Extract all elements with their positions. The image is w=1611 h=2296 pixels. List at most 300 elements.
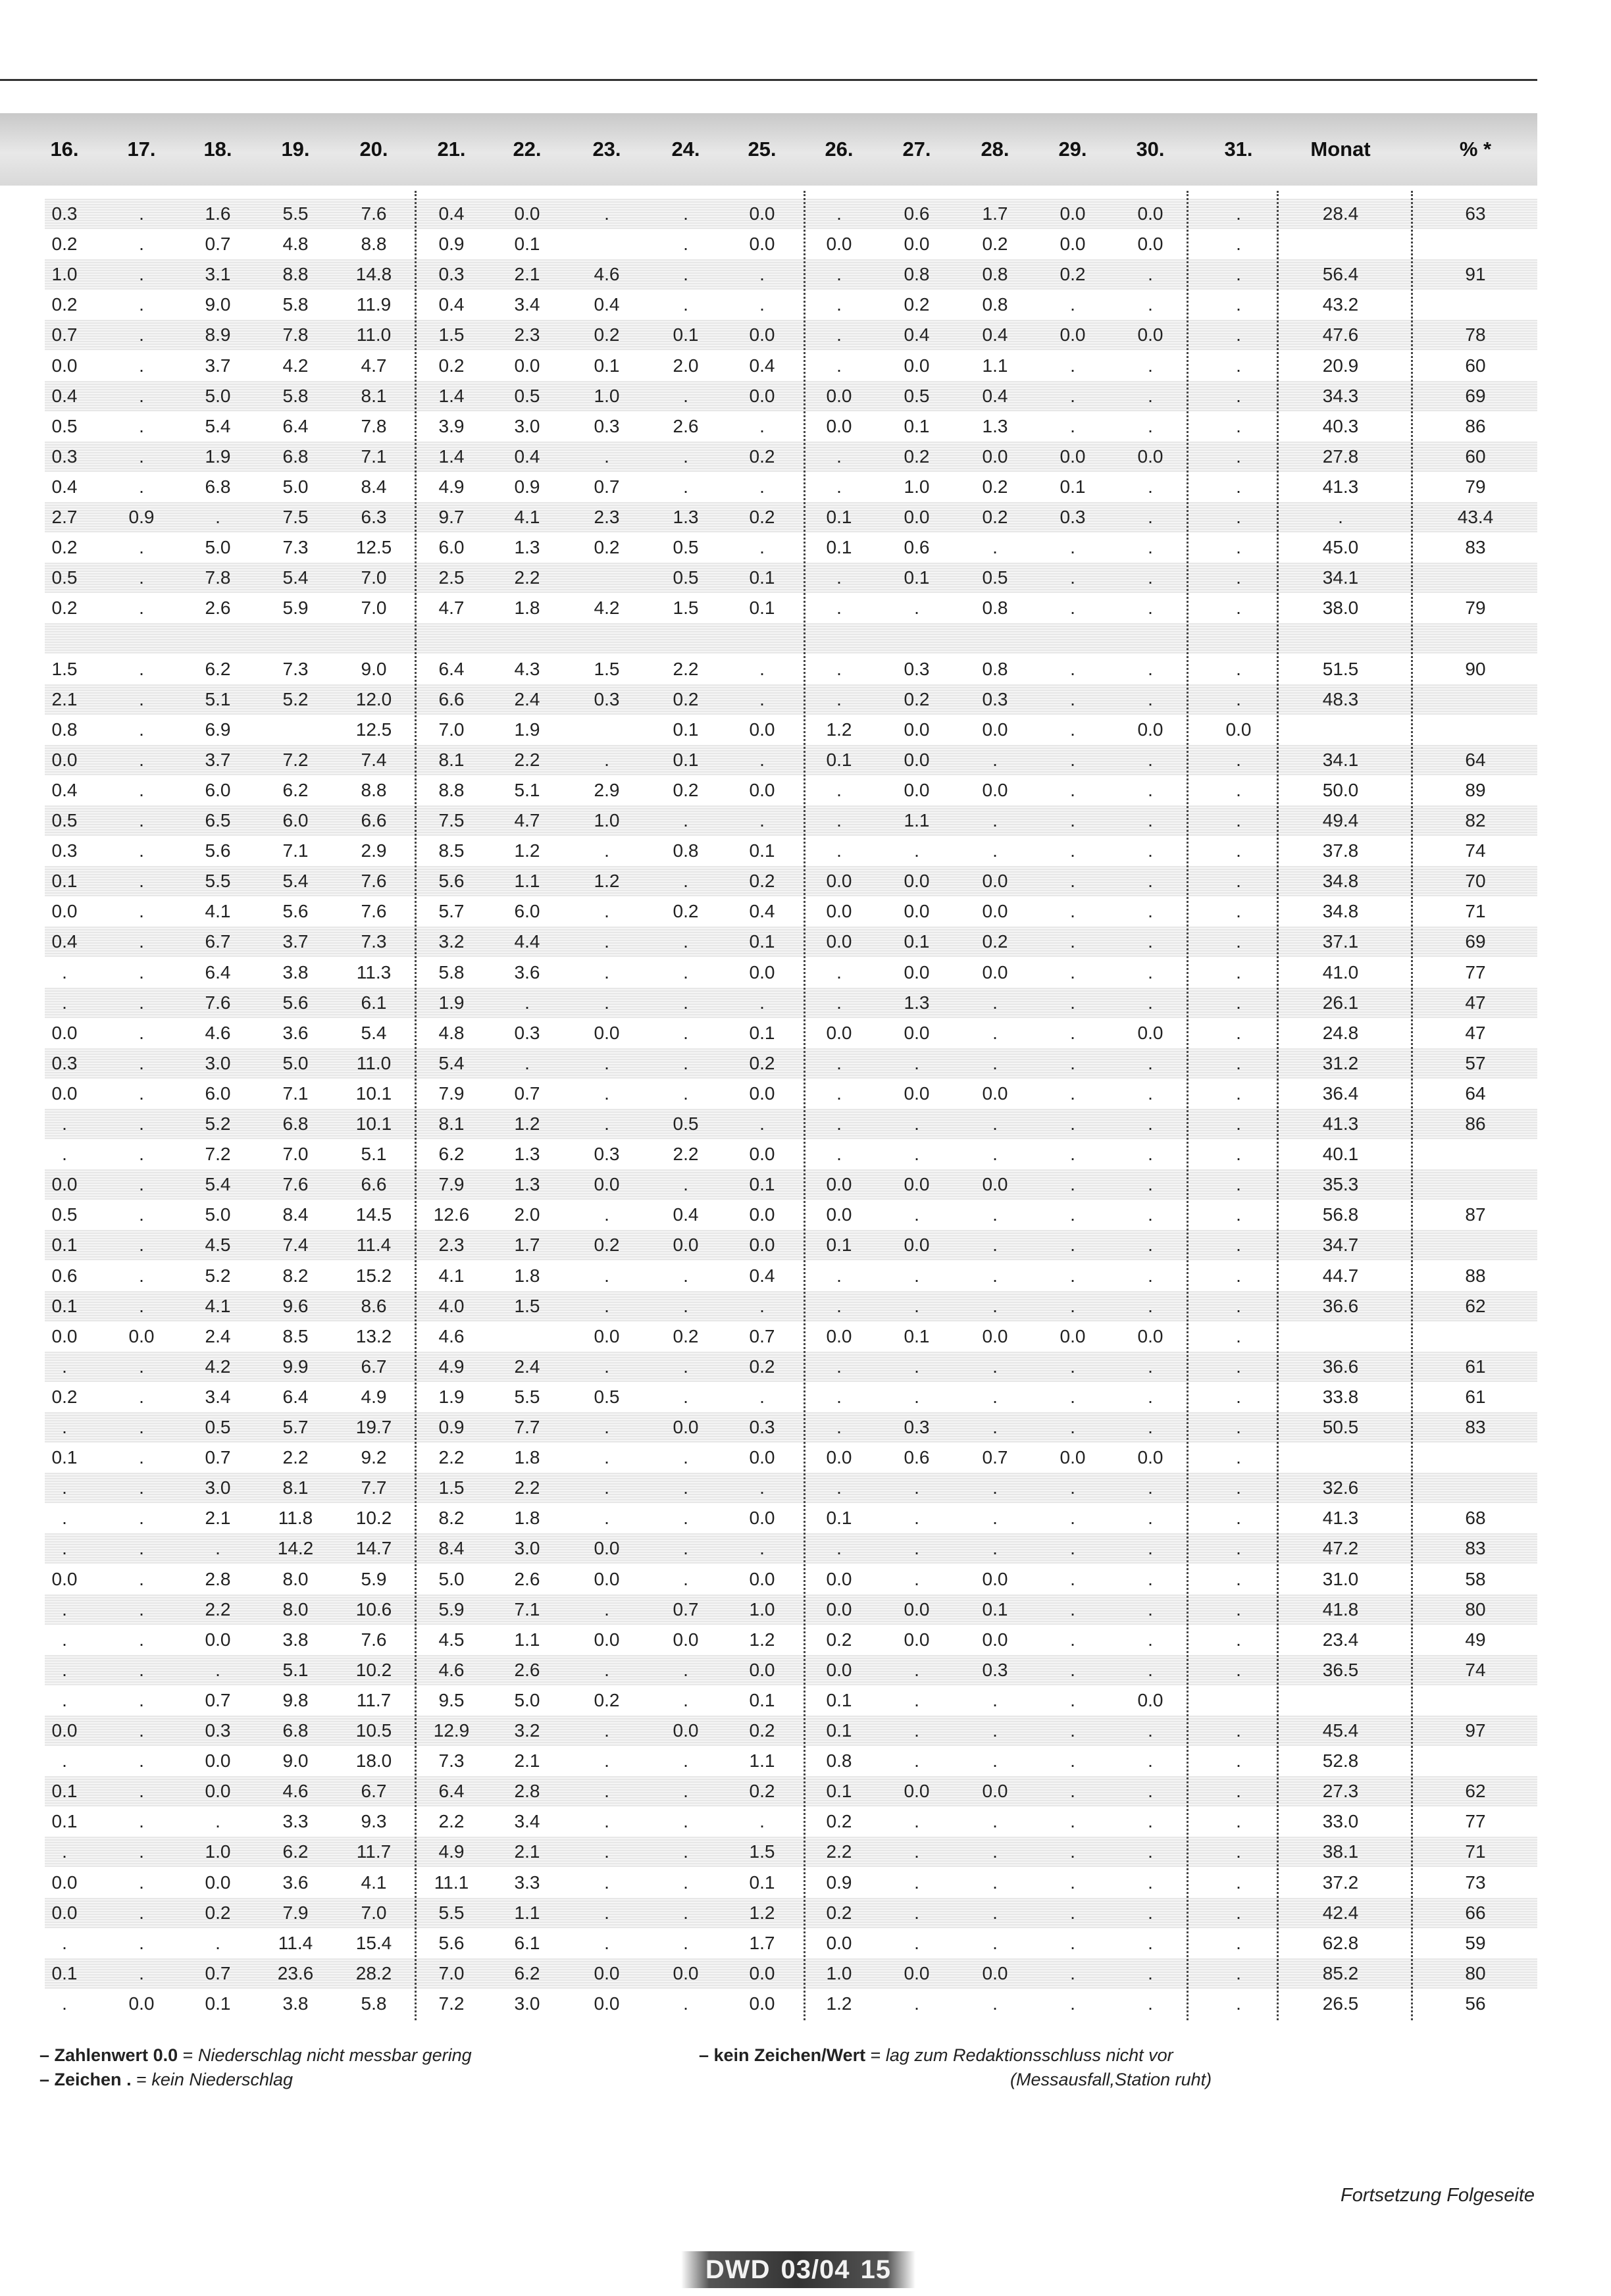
table-cell: .: [1236, 840, 1241, 861]
table-cell: .: [992, 1052, 998, 1073]
table-cell: 5.4: [205, 1174, 231, 1195]
table-row: [45, 1139, 1537, 1169]
table-cell: 78: [1465, 324, 1486, 345]
table-cell: 5.6: [438, 1932, 465, 1953]
table-cell: .: [62, 1659, 67, 1680]
table-cell: 7.2: [205, 1144, 231, 1165]
table-cell: 37.8: [1322, 840, 1359, 861]
table-cell: .: [604, 1659, 609, 1680]
table-cell: 0.0: [982, 901, 1008, 922]
table-cell: 6.5: [205, 810, 231, 830]
table-cell: .: [604, 1598, 609, 1620]
table-cell: .: [992, 1841, 998, 1862]
page-number: 15: [860, 2255, 892, 2284]
table-cell: .: [62, 1113, 67, 1134]
header-cell-month: Monat: [1310, 138, 1371, 161]
table-cell: .: [683, 1568, 688, 1589]
table-cell: 0.4: [51, 779, 78, 800]
table-cell: 7.1: [514, 1598, 540, 1620]
table-cell: 6.2: [438, 1144, 465, 1165]
table-row: [45, 1352, 1537, 1382]
column-separator: [1411, 191, 1413, 2020]
table-cell: 73: [1465, 1872, 1486, 1893]
table-cell: 4.7: [514, 810, 540, 830]
table-cell: 5.5: [514, 1386, 540, 1407]
table-cell: 7.3: [282, 537, 309, 558]
table-row: [45, 775, 1537, 805]
table-cell: 5.2: [205, 1113, 231, 1134]
table-cell: 0.2: [749, 1781, 775, 1802]
table-cell: 5.4: [205, 415, 231, 436]
table-cell: 0.0: [904, 1962, 930, 1983]
table-cell: 13.2: [355, 1325, 392, 1346]
table-cell: .: [1070, 1720, 1075, 1741]
table-cell: 5.1: [514, 779, 540, 800]
table-cell: 6.8: [282, 1720, 309, 1741]
table-cell: 0.1: [749, 931, 775, 952]
column-separator: [415, 191, 417, 2020]
table-cell: 5.9: [361, 1568, 387, 1589]
table-cell: .: [139, 1720, 144, 1741]
table-cell: .: [1070, 1689, 1075, 1710]
table-cell: 27.3: [1322, 1781, 1359, 1802]
table-cell: .: [914, 1872, 919, 1893]
table-cell: .: [139, 1932, 144, 1953]
table-cell: 36.6: [1322, 1295, 1359, 1316]
table-cell: .: [604, 203, 609, 224]
table-cell: 60: [1465, 355, 1486, 376]
table-cell: 0.0: [904, 901, 930, 922]
table-cell: 0.1: [826, 1235, 852, 1256]
header-cell-day-17: 17.: [127, 138, 156, 161]
legend-text: lag zum Redaktionsschluss nicht vor: [885, 2045, 1173, 2065]
table-cell: 47.6: [1322, 324, 1359, 345]
table-row: [45, 927, 1537, 957]
table-cell: 0.0: [594, 1174, 620, 1195]
table-cell: .: [1236, 1113, 1241, 1134]
table-cell: 90: [1465, 658, 1486, 679]
table-cell: 1.1: [514, 1902, 540, 1923]
table-cell: .: [683, 1083, 688, 1104]
table-cell: .: [215, 1811, 220, 1832]
table-cell: 6.0: [282, 810, 309, 830]
header-cell-day-18: 18.: [203, 138, 232, 161]
table-row: [45, 1169, 1537, 1200]
table-cell: 0.0: [749, 779, 775, 800]
table-cell: 9.6: [282, 1295, 309, 1316]
table-cell: .: [1148, 1902, 1153, 1923]
table-cell: .: [1236, 1477, 1241, 1498]
legend-text: kein Niederschlag: [151, 2070, 294, 2089]
table-cell: 0.7: [749, 1325, 775, 1346]
table-row: [45, 1261, 1537, 1291]
table-cell: .: [139, 1841, 144, 1862]
table-cell: .: [759, 992, 765, 1013]
table-cell: .: [1148, 598, 1153, 619]
table-cell: .: [1236, 507, 1241, 527]
table-cell: .: [914, 1811, 919, 1832]
table-cell: 0.2: [1060, 264, 1086, 285]
table-cell: .: [1148, 779, 1153, 800]
table-cell: 0.1: [904, 567, 930, 588]
table-cell: 56.4: [1322, 264, 1359, 285]
table-cell: 11.4: [278, 1932, 313, 1953]
table-cell: .: [1070, 415, 1075, 436]
table-cell: .: [604, 1932, 609, 1953]
table-cell: 0.4: [982, 324, 1008, 345]
table-cell: 0.1: [982, 1598, 1008, 1620]
table-cell: .: [1148, 1417, 1153, 1437]
table-cell: .: [139, 1872, 144, 1893]
table-cell: 0.0: [51, 355, 78, 376]
table-cell: 36.5: [1322, 1659, 1359, 1680]
table-cell: 0.4: [982, 385, 1008, 406]
table-cell: 0.0: [673, 1417, 699, 1437]
table-cell: 2.9: [361, 840, 387, 861]
table-cell: 0.1: [826, 537, 852, 558]
table-cell: 38.1: [1322, 1841, 1359, 1862]
table-cell: .: [604, 1811, 609, 1832]
table-cell: .: [683, 1447, 688, 1468]
table-cell: 3.8: [282, 961, 309, 982]
table-cell: 1.0: [51, 264, 78, 285]
table-cell: .: [62, 1598, 67, 1620]
table-cell: .: [139, 1629, 144, 1650]
table-cell: 1.1: [514, 871, 540, 892]
table-cell: 86: [1465, 415, 1486, 436]
table-cell: 6.4: [282, 1386, 309, 1407]
header-cell-day-21: 21.: [437, 138, 466, 161]
legend-value: 0.0: [153, 2045, 178, 2065]
table-cell: .: [139, 1022, 144, 1043]
table-cell: 0.2: [438, 355, 465, 376]
table-cell: 6.1: [361, 992, 387, 1013]
table-cell: 5.0: [514, 1689, 540, 1710]
table-cell: .: [139, 1598, 144, 1620]
table-cell: 4.9: [438, 1841, 465, 1862]
table-cell: .: [1236, 294, 1241, 315]
table-cell: .: [1236, 1781, 1241, 1802]
legend-equals: =: [136, 2070, 147, 2089]
table-cell: 1.1: [514, 1629, 540, 1650]
table-cell: .: [836, 1386, 842, 1407]
table-cell: .: [1236, 1872, 1241, 1893]
table-cell: 66: [1465, 1902, 1486, 1923]
legend-text: Niederschlag nicht messbar gering: [197, 2045, 472, 2065]
table-cell: 2.1: [514, 264, 540, 285]
table-row: [45, 1109, 1537, 1139]
table-cell: 86: [1465, 1113, 1486, 1134]
table-cell: 23.4: [1322, 1629, 1359, 1650]
table-cell: .: [215, 1932, 220, 1953]
table-cell: .: [914, 1113, 919, 1134]
table-cell: 0.0: [51, 749, 78, 770]
table-cell: 2.2: [514, 749, 540, 770]
table-cell: 0.5: [514, 385, 540, 406]
table-cell: 5.4: [361, 1022, 387, 1043]
table-cell: 79: [1465, 476, 1486, 497]
table-cell: .: [1148, 1113, 1153, 1134]
table-cell: .: [139, 1689, 144, 1710]
table-row: [45, 199, 1537, 229]
table-cell: .: [1148, 688, 1153, 709]
table-cell: 0.3: [594, 688, 620, 709]
table-cell: 0.2: [594, 537, 620, 558]
table-cell: 1.5: [749, 1841, 775, 1862]
table-cell: 6.2: [282, 1841, 309, 1862]
table-row: [45, 1230, 1537, 1260]
table-cell: 7.8: [361, 415, 387, 436]
table-cell: 0.1: [594, 355, 620, 376]
table-cell: .: [139, 1417, 144, 1437]
table-cell: 2.8: [514, 1781, 540, 1802]
table-cell: .: [604, 1083, 609, 1104]
table-cell: .: [604, 1447, 609, 1468]
table-cell: 0.1: [514, 234, 540, 255]
table-cell: 34.8: [1322, 871, 1359, 892]
table-cell: .: [914, 1508, 919, 1529]
table-cell: .: [1070, 779, 1075, 800]
table-cell: 34.8: [1322, 901, 1359, 922]
table-cell: 5.0: [205, 1204, 231, 1225]
table-cell: .: [139, 1902, 144, 1923]
table-cell: .: [1148, 1386, 1153, 1407]
table-cell: 0.2: [904, 294, 930, 315]
table-cell: 1.2: [749, 1902, 775, 1923]
table-cell: 12.9: [433, 1720, 470, 1741]
table-cell: .: [1148, 537, 1153, 558]
table-cell: 0.3: [438, 264, 465, 285]
table-cell: .: [1236, 1538, 1241, 1559]
table-cell: 62: [1465, 1295, 1486, 1316]
table-cell: .: [759, 415, 765, 436]
table-cell: 14.7: [355, 1538, 392, 1559]
table-cell: .: [139, 719, 144, 740]
table-cell: .: [1070, 1477, 1075, 1498]
table-cell: 4.3: [514, 658, 540, 679]
table-cell: .: [139, 1204, 144, 1225]
table-cell: .: [836, 840, 842, 861]
table-row: [45, 1412, 1537, 1442]
table-cell: .: [1070, 1265, 1075, 1286]
table-cell: .: [1070, 1781, 1075, 1802]
table-cell: 7.6: [361, 901, 387, 922]
table-cell: .: [1070, 1841, 1075, 1862]
table-cell: .: [1148, 1204, 1153, 1225]
table-cell: 0.4: [749, 355, 775, 376]
table-cell: 0.8: [51, 719, 78, 740]
table-cell: 0.2: [904, 446, 930, 467]
table-cell: .: [759, 537, 765, 558]
table-cell: 0.7: [594, 476, 620, 497]
table-cell: 70: [1465, 871, 1486, 892]
table-cell: 0.5: [51, 415, 78, 436]
table-cell: .: [139, 324, 144, 345]
table-cell: .: [683, 476, 688, 497]
table-cell: 0.0: [128, 1325, 155, 1346]
table-cell: .: [1070, 1993, 1075, 2014]
table-cell: .: [683, 1022, 688, 1043]
table-row: [45, 502, 1537, 532]
table-cell: 1.6: [205, 203, 231, 224]
table-cell: 2.2: [282, 1447, 309, 1468]
table-row: [45, 532, 1537, 563]
table-cell: 0.0: [826, 1022, 852, 1043]
table-cell: 0.0: [1060, 324, 1086, 345]
table-cell: .: [62, 992, 67, 1013]
table-cell: .: [1070, 1113, 1075, 1134]
table-cell: .: [683, 203, 688, 224]
table-cell: 5.8: [438, 961, 465, 982]
table-cell: .: [683, 1477, 688, 1498]
table-cell: .: [1148, 1811, 1153, 1832]
table-cell: .: [1148, 658, 1153, 679]
table-cell: 7.6: [361, 203, 387, 224]
table-cell: 68: [1465, 1508, 1486, 1529]
table-cell: .: [604, 961, 609, 982]
table-cell: .: [139, 1386, 144, 1407]
table-cell: .: [139, 537, 144, 558]
table-cell: 0.4: [673, 1204, 699, 1225]
table-cell: 0.0: [1137, 234, 1164, 255]
table-cell: 3.0: [514, 1993, 540, 2014]
table-cell: .: [1236, 1811, 1241, 1832]
legend-label: – Zahlenwert: [39, 2045, 149, 2065]
table-cell: 4.2: [282, 355, 309, 376]
table-cell: .: [1148, 931, 1153, 952]
table-cell: .: [836, 1538, 842, 1559]
table-cell: .: [836, 658, 842, 679]
table-cell: .: [1236, 810, 1241, 830]
table-cell: 50.0: [1322, 779, 1359, 800]
table-cell: 28.4: [1322, 203, 1359, 224]
table-cell: 0.0: [904, 719, 930, 740]
table-cell: 1.7: [749, 1932, 775, 1953]
table-cell: .: [139, 1750, 144, 1772]
table-cell: .: [1236, 415, 1241, 436]
table-cell: 7.7: [361, 1477, 387, 1498]
table-cell: 1.3: [982, 415, 1008, 436]
table-cell: .: [139, 901, 144, 922]
table-cell: .: [1148, 1052, 1153, 1073]
table-row: [45, 1048, 1537, 1079]
table-cell: 10.6: [355, 1598, 392, 1620]
table-cell: .: [604, 931, 609, 952]
table-cell: .: [1148, 1962, 1153, 1983]
table-cell: .: [62, 1144, 67, 1165]
table-cell: .: [914, 1204, 919, 1225]
table-cell: .: [683, 1508, 688, 1529]
table-cell: 3.7: [205, 749, 231, 770]
table-cell: 0.5: [673, 567, 699, 588]
table-cell: 1.3: [514, 1174, 540, 1195]
table-cell: .: [683, 1872, 688, 1893]
table-cell: 4.6: [438, 1325, 465, 1346]
table-cell: 33.0: [1322, 1811, 1359, 1832]
table-cell: 8.8: [361, 779, 387, 800]
table-cell: .: [836, 1083, 842, 1104]
table-cell: 1.1: [982, 355, 1008, 376]
table-cell: 26.5: [1322, 1993, 1359, 2014]
table-cell: 0.0: [1137, 446, 1164, 467]
table-row: [45, 1806, 1537, 1837]
table-cell: .: [992, 1538, 998, 1559]
table-cell: 0.0: [904, 234, 930, 255]
table-cell: 0.0: [749, 1447, 775, 1468]
table-row: [45, 654, 1537, 684]
table-cell: .: [1236, 749, 1241, 770]
table-cell: 7.0: [361, 567, 387, 588]
table-cell: .: [1236, 1932, 1241, 1953]
table-cell: 0.2: [749, 871, 775, 892]
table-cell: .: [139, 1447, 144, 1468]
table-cell: 7.4: [282, 1235, 309, 1256]
table-cell: 0.1: [826, 1689, 852, 1710]
table-cell: .: [1070, 1872, 1075, 1893]
table-cell: 0.0: [904, 355, 930, 376]
table-cell: 51.5: [1322, 658, 1359, 679]
table-cell: 0.3: [205, 1720, 231, 1741]
table-cell: 0.6: [904, 537, 930, 558]
table-cell: .: [683, 992, 688, 1013]
table-cell: 0.3: [594, 415, 620, 436]
table-cell: .: [1070, 1144, 1075, 1165]
table-row: [45, 351, 1537, 381]
table-cell: 0.0: [749, 1508, 775, 1529]
table-cell: 9.3: [361, 1811, 387, 1832]
table-cell: 8.0: [282, 1598, 309, 1620]
table-cell: 1.8: [514, 1265, 540, 1286]
table-cell: .: [1236, 688, 1241, 709]
table-cell: 1.1: [904, 810, 930, 830]
table-cell: .: [683, 385, 688, 406]
table-cell: 11.3: [356, 961, 392, 982]
table-cell: 2.3: [514, 324, 540, 345]
table-cell: 0.0: [826, 871, 852, 892]
table-cell: 62.8: [1322, 1932, 1359, 1953]
table-cell: 3.0: [514, 415, 540, 436]
table-cell: 0.0: [205, 1872, 231, 1893]
table-cell: .: [992, 1689, 998, 1710]
legend-line-2: [39, 2070, 293, 2090]
table-cell: 83: [1465, 537, 1486, 558]
table-cell: 5.6: [438, 871, 465, 892]
table-cell: 7.1: [282, 1083, 309, 1104]
table-cell: 0.0: [826, 234, 852, 255]
table-cell: 0.0: [982, 1568, 1008, 1589]
table-cell: .: [1070, 1932, 1075, 1953]
table-cell: 0.0: [205, 1750, 231, 1772]
table-row: [45, 1928, 1537, 1958]
table-cell: 0.2: [826, 1629, 852, 1650]
table-cell: 0.1: [749, 1689, 775, 1710]
table-cell: .: [1148, 749, 1153, 770]
table-cell: .: [1236, 324, 1241, 345]
table-cell: .: [1148, 1750, 1153, 1772]
table-row: [45, 1442, 1537, 1473]
table-cell: 6.4: [205, 961, 231, 982]
table-cell: 0.1: [826, 1508, 852, 1529]
table-cell: .: [759, 1295, 765, 1316]
table-cell: 0.1: [749, 1174, 775, 1195]
table-row: [45, 866, 1537, 896]
table-cell: .: [1236, 901, 1241, 922]
table-cell: 6.3: [361, 507, 387, 527]
table-cell: 8.2: [282, 1265, 309, 1286]
table-cell: .: [1236, 1629, 1241, 1650]
table-cell: .: [914, 1659, 919, 1680]
table-cell: 0.0: [51, 1022, 78, 1043]
